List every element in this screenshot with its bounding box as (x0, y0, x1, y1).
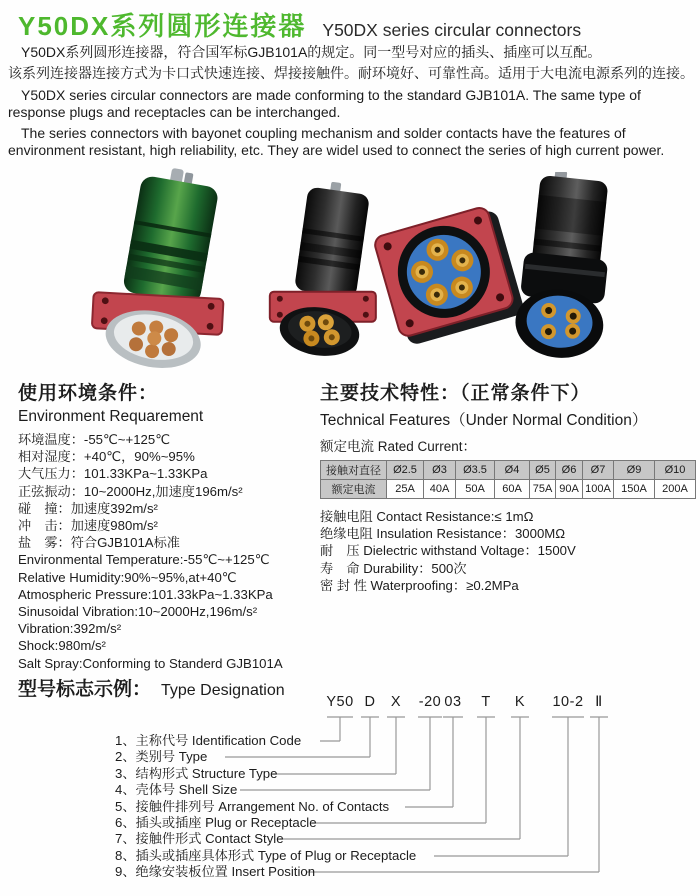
env-line: 盐 雾：符合GJB101A标准 (18, 535, 180, 551)
intro-en-para1: Y50DX series circular connectors are made conforming to the standard GJB101A. The same type of response plugs and receptacles can be interchanged. (8, 87, 641, 121)
table-row (321, 480, 696, 499)
designation-item: 5、接触件排列号 Arrangement No. of Contacts (115, 798, 390, 814)
page-title-en: Y50DX series circular connectors (322, 20, 582, 40)
table-cell: Ø7 (583, 461, 614, 480)
rated-current-label: 额定电流 Rated Current： (320, 439, 477, 454)
technical-section (320, 378, 698, 594)
designation-item: 6、插头或插座 Plug or Receptacle (115, 815, 317, 831)
designation-item: 8、插头或插座具体形式 Type of Plug or Receptacle (115, 847, 417, 863)
env-line: 环境温度：-55℃~+125℃ (18, 432, 171, 447)
env-line: Environmental Temperature:-55℃~+125℃ (18, 552, 270, 568)
table-cell: 60A (495, 480, 530, 499)
designation-item: 9、绝缘安装板位置 Insert Position (115, 864, 316, 880)
code-token: 10-2 (552, 694, 584, 710)
designation-item: 7、接触件形式 Contact Style (115, 831, 284, 847)
page-header (18, 6, 581, 43)
table-cell: Ø2.5 (387, 461, 424, 480)
code-token: Ⅱ (595, 694, 603, 710)
code-token: D (364, 694, 376, 710)
env-line: 冲 击：加速度980m/s² (18, 518, 158, 534)
table-cell: Ø3 (424, 461, 456, 480)
green-bayonet-plug-photo (62, 168, 267, 376)
technical-heading-en: Technical Features（Under Normal Condition） (320, 412, 648, 429)
table-row (321, 461, 696, 480)
env-line: Vibration:392m/s² (18, 621, 122, 637)
tech-line: 耐 压 Dielectric withstand Voltage：1500V (320, 543, 576, 559)
table-cell: 150A (614, 480, 655, 499)
table-cell: 75A (530, 480, 556, 499)
designation-item: 3、结构形式 Structure Type (115, 765, 278, 781)
type-designation-heading-en: Type Designation (161, 682, 285, 699)
env-line: Salt Spray:Conforming to Standerd GJB101A (18, 655, 283, 671)
code-token: Y50 (326, 694, 354, 710)
env-line: Sinusoidal Vibration:10~2000Hz,196m/s² (18, 604, 258, 620)
table-cell: 25A (387, 480, 424, 499)
table-cell: 额定电流 (321, 480, 387, 499)
table-cell: Ø3.5 (456, 461, 495, 480)
environment-section (18, 378, 318, 672)
env-line: Atmospheric Pressure:101.33kPa~1.33KPa (18, 586, 273, 602)
designation-item-list (115, 733, 416, 881)
code-token: X (390, 694, 402, 710)
tech-line: 绝缘电阻 Insulation Resistance：3000MΩ (320, 526, 566, 542)
intro-cn-line1: Y50DX系列圆形连接器，符合国军标GJB101A的规定。同一型号对应的插头、插座可以互配。 (21, 44, 602, 60)
table-cell: 接触对直径 (321, 461, 387, 480)
designation-item: 1、主称代号 Identification Code (115, 733, 302, 748)
table-cell: 200A (655, 480, 696, 499)
tech-line: 接触电阻 Contact Resistance:≤ 1mΩ (320, 509, 534, 524)
code-token: T (481, 694, 491, 710)
env-line: 正弦振动：10~2000Hz,加速度196m/s² (18, 483, 243, 499)
tech-line: 密 封 性 Waterproofing：≥0.2MPa (320, 577, 519, 593)
designation-item: 2、类别号 Type (115, 749, 208, 765)
page-title-cn: Y50DX系列圆形连接器 (18, 11, 307, 41)
table-cell: 90A (556, 480, 583, 499)
code-token: K (514, 694, 526, 710)
technical-heading-cn: 主要技术特性：（正常条件下） (320, 383, 591, 404)
table-cell: Ø10 (655, 461, 696, 480)
black-socket-plug-photo (485, 172, 645, 368)
environment-heading-cn: 使用环境条件： (18, 383, 159, 404)
code-token: -20 (418, 694, 442, 710)
table-cell: 100A (583, 480, 614, 499)
env-line: Shock:980m/s² (18, 638, 106, 654)
table-cell: 50A (456, 480, 495, 499)
table-cell: 40A (424, 480, 456, 499)
type-designation-section (0, 670, 700, 896)
env-line: Relative Humidity:90%~95%,at+40℃ (18, 569, 237, 585)
code-token: 03 (444, 694, 462, 710)
table-cell: Ø4 (495, 461, 530, 480)
env-line: 大气压力：101.33KPa~1.33KPa (18, 466, 208, 482)
intro-en-para2: The series connectors with bayonet coupling mechanism and solder contacts have the features of environment resistant, high reliability, etc. They are widel used to connect the series of high current power. (8, 124, 665, 159)
table-cell: Ø5 (530, 461, 556, 480)
product-photos (0, 164, 700, 376)
table-cell: Ø9 (614, 461, 655, 480)
tech-line: 寿 命 Durability：500次 (320, 560, 467, 576)
environment-heading-en: Environment Requarement (18, 408, 204, 425)
type-designation-heading-cn: 型号标志示例： (18, 679, 152, 700)
designation-item: 4、壳体号 Shell Size (115, 782, 238, 798)
table-cell: Ø6 (556, 461, 583, 480)
intro-section (8, 42, 694, 160)
env-line: 相对湿度：+40℃，90%~95% (18, 449, 195, 465)
env-line: 碰 撞：加速度392m/s² (18, 500, 158, 516)
rated-current-table (320, 460, 696, 499)
intro-cn-line2: 该系列连接器连接方式为卡口式快速连接、焊接接触件。耐环境好、可靠性高。适用于大电流电源系列的连接。 (8, 65, 694, 81)
